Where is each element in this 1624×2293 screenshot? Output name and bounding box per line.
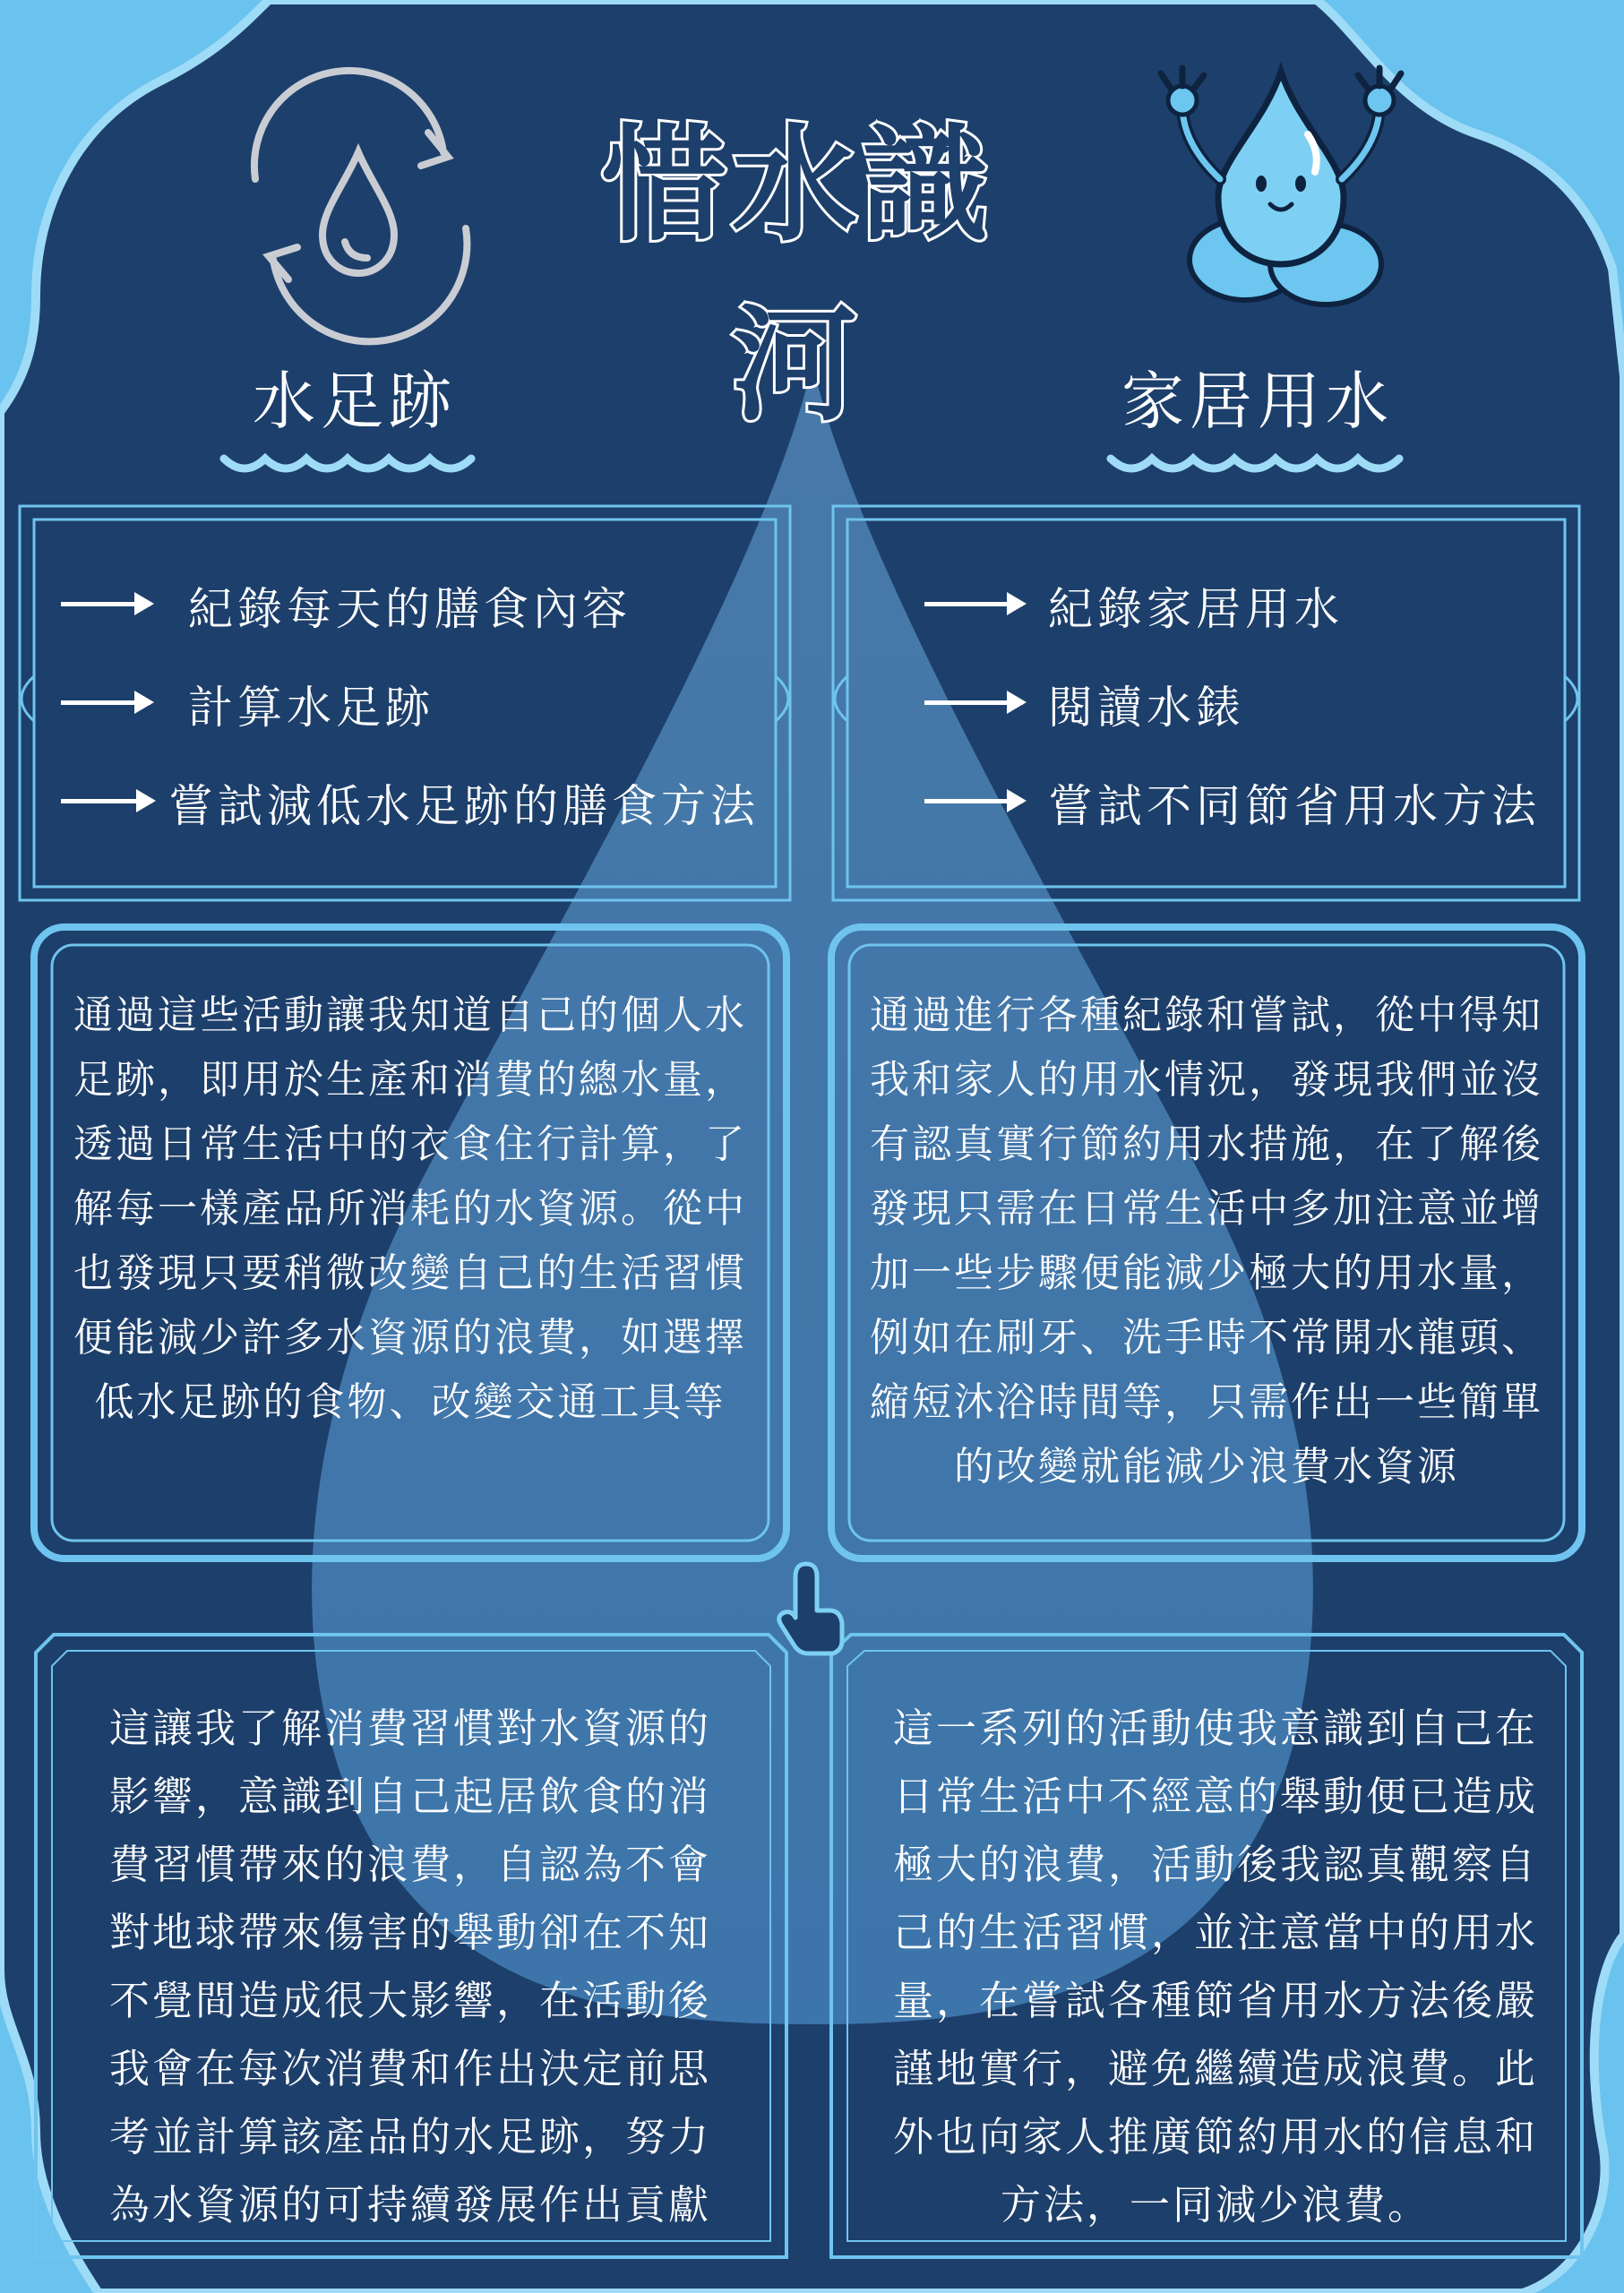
left-steps-list — [61, 573, 778, 869]
arrow-right-icon — [924, 602, 1023, 606]
arrow-right-icon — [61, 700, 150, 705]
arrow-right-icon — [61, 602, 150, 606]
right-learning-text — [862, 983, 1551, 1499]
left-heading: 水足跡 — [253, 365, 457, 438]
left-learning-text — [67, 983, 753, 1435]
step-label: 紀錄每天的膳食內容 — [188, 583, 632, 635]
text-line: 費習慣帶來的浪費，自認為不會 — [108, 1841, 711, 1888]
right-steps-list — [924, 573, 1569, 869]
list-item — [924, 770, 1569, 832]
arrow-right-icon — [61, 799, 152, 803]
text-line: 為水資源的可持續發展作出貢獻 — [108, 2181, 711, 2229]
text-line: 也發現只要稍微改變自己的生活習慣 — [73, 1250, 747, 1296]
text-line: 加一些步驟便能減少極大的用水量， — [870, 1250, 1543, 1296]
text-line: 透過日常生活中的衣食住行計算，了 — [73, 1121, 747, 1167]
text-line: 極大的浪費，活動後我認真觀察自 — [892, 1841, 1538, 1888]
text-line: 這讓我了解消費習慣對水資源的 — [108, 1705, 711, 1752]
text-line: 低水足跡的食物、改變交通工具等 — [94, 1379, 726, 1425]
text-line: 我會在每次消費和作出決定前思 — [108, 2045, 711, 2092]
list-item — [61, 573, 778, 635]
text-line: 方法，一同減少浪費。 — [1000, 2181, 1431, 2229]
step-label: 閱讀水錶 — [1048, 682, 1245, 734]
poster-title: 惜水識河 — [600, 113, 993, 439]
step-label: 紀錄家居用水 — [1048, 583, 1344, 635]
text-line: 不覺間造成很大影響，在活動後 — [108, 1977, 711, 2024]
list-item — [924, 672, 1569, 734]
left-reflection-text — [90, 1695, 731, 2239]
step-label: 嘗試減低水足跡的膳食方法 — [168, 780, 760, 832]
list-item — [924, 573, 1569, 635]
text-line: 謹地實行，避免繼續造成浪費。此 — [892, 2045, 1538, 2092]
text-line: 這一系列的活動使我意識到自己在 — [892, 1705, 1538, 1752]
list-item — [61, 770, 778, 832]
text-line: 有認真實行節約用水措施，在了解後 — [870, 1121, 1543, 1167]
text-line: 解每一樣產品所消耗的水資源。從中 — [73, 1186, 747, 1232]
text-line: 量，在嘗試各種節省用水方法後嚴 — [892, 1977, 1538, 2024]
text-line: 日常生活中不經意的舉動便已造成 — [892, 1773, 1538, 1820]
text-line: 通過進行各種紀錄和嘗試，從中得知 — [870, 992, 1543, 1038]
step-label: 嘗試不同節省用水方法 — [1048, 780, 1541, 832]
step-label: 計算水足跡 — [188, 682, 434, 734]
text-line: 己的生活習慣，並注意當中的用水 — [892, 1909, 1538, 1956]
text-line: 便能減少許多水資源的浪費，如選擇 — [73, 1315, 747, 1361]
text-line: 影響，意識到自己起居飲食的消 — [108, 1773, 711, 1820]
arrow-right-icon — [924, 799, 1023, 803]
right-heading: 家居用水 — [1121, 365, 1394, 438]
text-line: 的改變就能減少浪費水資源 — [954, 1444, 1459, 1490]
arrow-right-icon — [924, 700, 1023, 705]
text-line: 通過這些活動讓我知道自己的個人水 — [73, 992, 747, 1038]
text-line: 發現只需在日常生活中多加注意並增 — [870, 1186, 1543, 1232]
text-line: 例如在刷牙、洗手時不常開水龍頭、 — [870, 1315, 1543, 1361]
list-item — [61, 672, 778, 734]
text-line: 對地球帶來傷害的舉動卻在不知 — [108, 1909, 711, 1956]
text-line: 縮短沐浴時間等，只需作出一些簡單 — [870, 1379, 1543, 1425]
text-line: 足跡，即用於生產和消費的總水量， — [73, 1057, 747, 1103]
right-reflection-text — [880, 1695, 1551, 2239]
text-line: 外也向家人推廣節約用水的信息和 — [892, 2113, 1538, 2160]
text-line: 考並計算該產品的水足跡，努力 — [108, 2113, 711, 2160]
text-line: 我和家人的用水情況，發現我們並沒 — [870, 1057, 1543, 1103]
